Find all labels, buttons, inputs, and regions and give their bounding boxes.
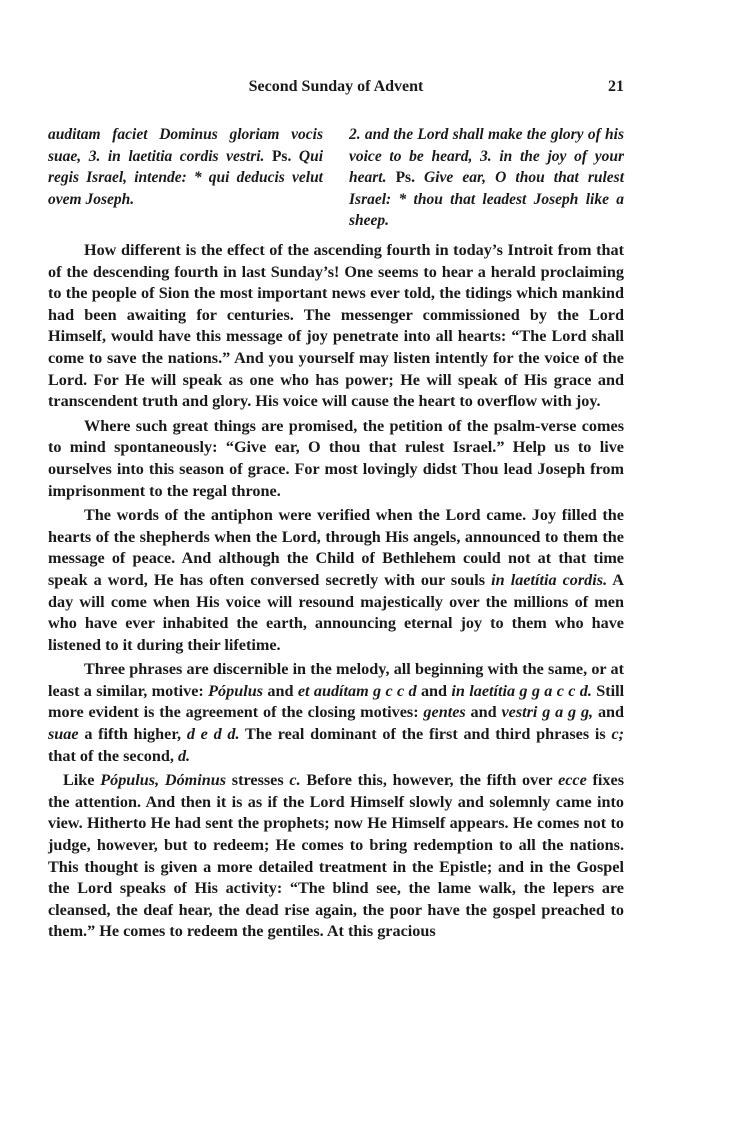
paragraph-4-g: Still more evident is the agreement of the closing motives: bbox=[48, 681, 625, 722]
paragraph-3-c: A day will come when His voice will resound majestically over the millions of men who have ever inhabited the earth, announcing eternal joy to them who have listened to it during their lifetime. bbox=[48, 570, 624, 654]
page-number: 21 bbox=[608, 78, 624, 95]
latin-text-part1: auditam faciet Dominus gloriam vocis suae, 3. in laetitia cordis vestri. bbox=[48, 126, 323, 165]
english-text bbox=[349, 124, 624, 232]
paragraph-4-m: a fifth higher, bbox=[84, 725, 182, 744]
paragraph-4-f: in laetítia g g a c c d. bbox=[451, 681, 592, 700]
paragraph-4-o: The real dominant of the first and third phrases is bbox=[245, 725, 606, 744]
latin-column bbox=[48, 124, 323, 232]
paragraph-4-e: and bbox=[420, 681, 448, 700]
paragraph-5-e: Before this, however, the fifth over bbox=[306, 771, 553, 790]
english-text-part1: 2. and the Lord shall make the glory of his voice to be heard, 3. in the joy of your heart. bbox=[349, 126, 624, 186]
paragraph-4-d: et audítam g c c d bbox=[297, 681, 417, 700]
paragraph-4-p: c; bbox=[611, 725, 625, 744]
paragraph-5-c: stresses bbox=[231, 771, 284, 790]
paragraph-5 bbox=[48, 770, 624, 943]
paragraph-5-a: Like bbox=[63, 771, 95, 790]
english-column bbox=[349, 124, 624, 232]
paragraph-5-d: c. bbox=[289, 771, 301, 790]
paragraph-4-j: vestri g a g g, bbox=[501, 703, 594, 722]
paragraph-4-l: suae bbox=[48, 725, 79, 744]
paragraph-4-i: and bbox=[470, 703, 497, 722]
paragraph-5-f: ecce bbox=[558, 771, 587, 790]
latin-text bbox=[48, 124, 323, 210]
paragraph-4-r: d. bbox=[177, 746, 191, 765]
paragraph-4-c: and bbox=[267, 681, 294, 700]
english-text-part3: Give ear, O thou that rulest Israel: * thou that leadest Joseph like a sheep. bbox=[349, 169, 625, 229]
parallel-text bbox=[48, 124, 624, 232]
chapter-title: Second Sunday of Advent bbox=[248, 78, 424, 95]
latin-text-part2: Ps. bbox=[271, 147, 292, 165]
paragraph-5-b: Pópulus, Dóminus bbox=[100, 771, 227, 790]
paragraph-4-h: gentes bbox=[423, 703, 466, 722]
paragraph-5-g: fixes the attention. And then it is as if the Lord Himself slowly and solemnly came into view. Hitherto He had sent the prophets; now He Himself appears. He comes not to judge, however, but to redeem; He comes to bring redemption to all the nations. This thought is given a more detailed treatment in the Epistle; and in the Gospel the Lord speaks of His activity: “The blind see, the lame walk, the lepers are cleansed, the deaf hear, the dead rise again, the poor have the gospel preached to them.” He comes to redeem the gentiles. At this gracious bbox=[48, 771, 625, 941]
paragraph-4 bbox=[48, 659, 624, 767]
paragraph-4-q: that of the second, bbox=[48, 746, 174, 765]
paragraph-1: How different is the effect of the ascending fourth in today’s Introit from that of the descending fourth in last Sunday’s! One seems to hear a herald proclaiming to the people of Sion the most important news ever told, the tidings which mankind had been awaiting for centuries. The messenger commissioned by the Lord Himself, would have this message of joy penetrate into all hearts: “The Lord shall come to save the nations.” And you yourself may listen intently for the voice of the Lord. For He will speak as one who has power; He will speak of His grace and transcendent truth and glory. His voice will cause the heart to overflow with joy. bbox=[48, 241, 624, 411]
paragraph-4-b: Pópulus bbox=[208, 681, 264, 700]
paragraph-3-b: in laetítia cordis. bbox=[491, 570, 608, 589]
paragraph-2: Where such great things are promised, the petition of the psalm-verse comes to mind spontaneously: “Give ear, O thou that rulest Israel.” Help us to live ourselves into this season of grace. For most lovingly didst Thou lead Joseph from imprisonment to the regal throne. bbox=[48, 416, 624, 500]
paragraph-4-a: Three phrases are discernible in the melody, all beginning with the same, or at least a similar, motive: bbox=[48, 660, 624, 700]
english-text-part2: Ps. bbox=[395, 169, 415, 186]
running-head bbox=[48, 78, 624, 100]
latin-text-part3: Qui regis Israel, intende: * qui deducis velut ovem Joseph. bbox=[48, 147, 323, 208]
paragraph-4-n: d e d d. bbox=[186, 725, 240, 744]
body-text bbox=[48, 240, 624, 946]
paragraph-3 bbox=[48, 505, 624, 656]
paragraph-3-a: The words of the antiphon were verified when the Lord came. Joy filled the hearts of the shepherds when the Lord, through His angels, announced to them the message of peace. And although the Child of Bethlehem could not at that time speak a word, He has often conversed secretly with our souls bbox=[48, 506, 624, 589]
paragraph-4-k: and bbox=[597, 703, 625, 722]
